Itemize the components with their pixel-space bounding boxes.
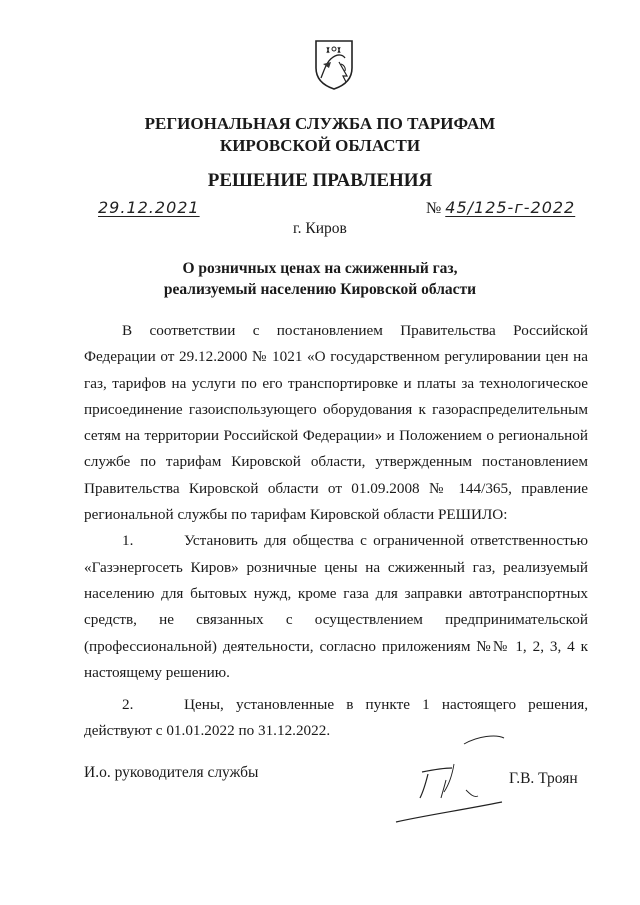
document-body (84, 318, 588, 745)
item-text: Установить для общества с ограниченной ответственностью «Газэнергосеть Киров» розничные цены на сжиженный газ, реализуемый населению для бытовых нужд, кроме газа для заправки автотранспортных средств, не связанных с осуществлением предпринимательской (профессиональной) деятельности, согласно приложениям №№ 1, 2, 3, 4 к настоящему решению. (84, 532, 588, 681)
number-label: № (426, 200, 442, 217)
list-item (84, 528, 588, 686)
item-text: Цены, установленные в пункте 1 настоящего решения, действуют с 01.01.2022 по 31.12.2022. (84, 696, 588, 740)
intro-paragraph (84, 318, 588, 528)
coat-of-arms-icon (313, 38, 355, 90)
document-number-block (426, 198, 575, 218)
list-item (84, 692, 588, 745)
organization-name (0, 113, 640, 157)
city: г. Киров (293, 220, 347, 237)
document-subject (0, 258, 640, 300)
handwritten-signature-icon (392, 730, 510, 830)
document-date: 29.12.2021 (98, 198, 200, 217)
organization-name-line2: КИРОВСКОЙ ОБЛАСТИ (219, 136, 421, 155)
item-number: 2. (122, 696, 134, 714)
organization-name-line1: РЕГИОНАЛЬНАЯ СЛУЖБА ПО ТАРИФАМ (144, 114, 496, 133)
document-number: 45/125-г-2022 (445, 198, 576, 217)
signatory-name: Г.В. Троян (509, 770, 578, 787)
signatory-position: И.о. руководителя службы (84, 764, 259, 781)
item-number: 1. (122, 532, 134, 550)
subject-line1: О розничных ценах на сжиженный газ, (182, 260, 458, 277)
intro-text: В соответствии с постановлением Правительства Российской Федерации от 29.12.2000 № 1021 «О государственном регулировании цен на газ, тарифов на услуги по его транспортировке и платы за технологическое присоединение газоиспользующего оборудования к газораспределительным сетям на территории Российской Федерации» и Положением о региональной службе по тарифам Кировской области, утвержденным постановлением Правительства Кировской области от 01.09.2008 № 144/365, правление региональной службы по тарифам Кировской области (84, 322, 588, 524)
resolved-label: РЕШИЛО: (437, 506, 508, 524)
document-type-title: РЕШЕНИЕ ПРАВЛЕНИЯ (207, 170, 433, 191)
subject-line2: реализуемый населению Кировской области (163, 281, 477, 298)
